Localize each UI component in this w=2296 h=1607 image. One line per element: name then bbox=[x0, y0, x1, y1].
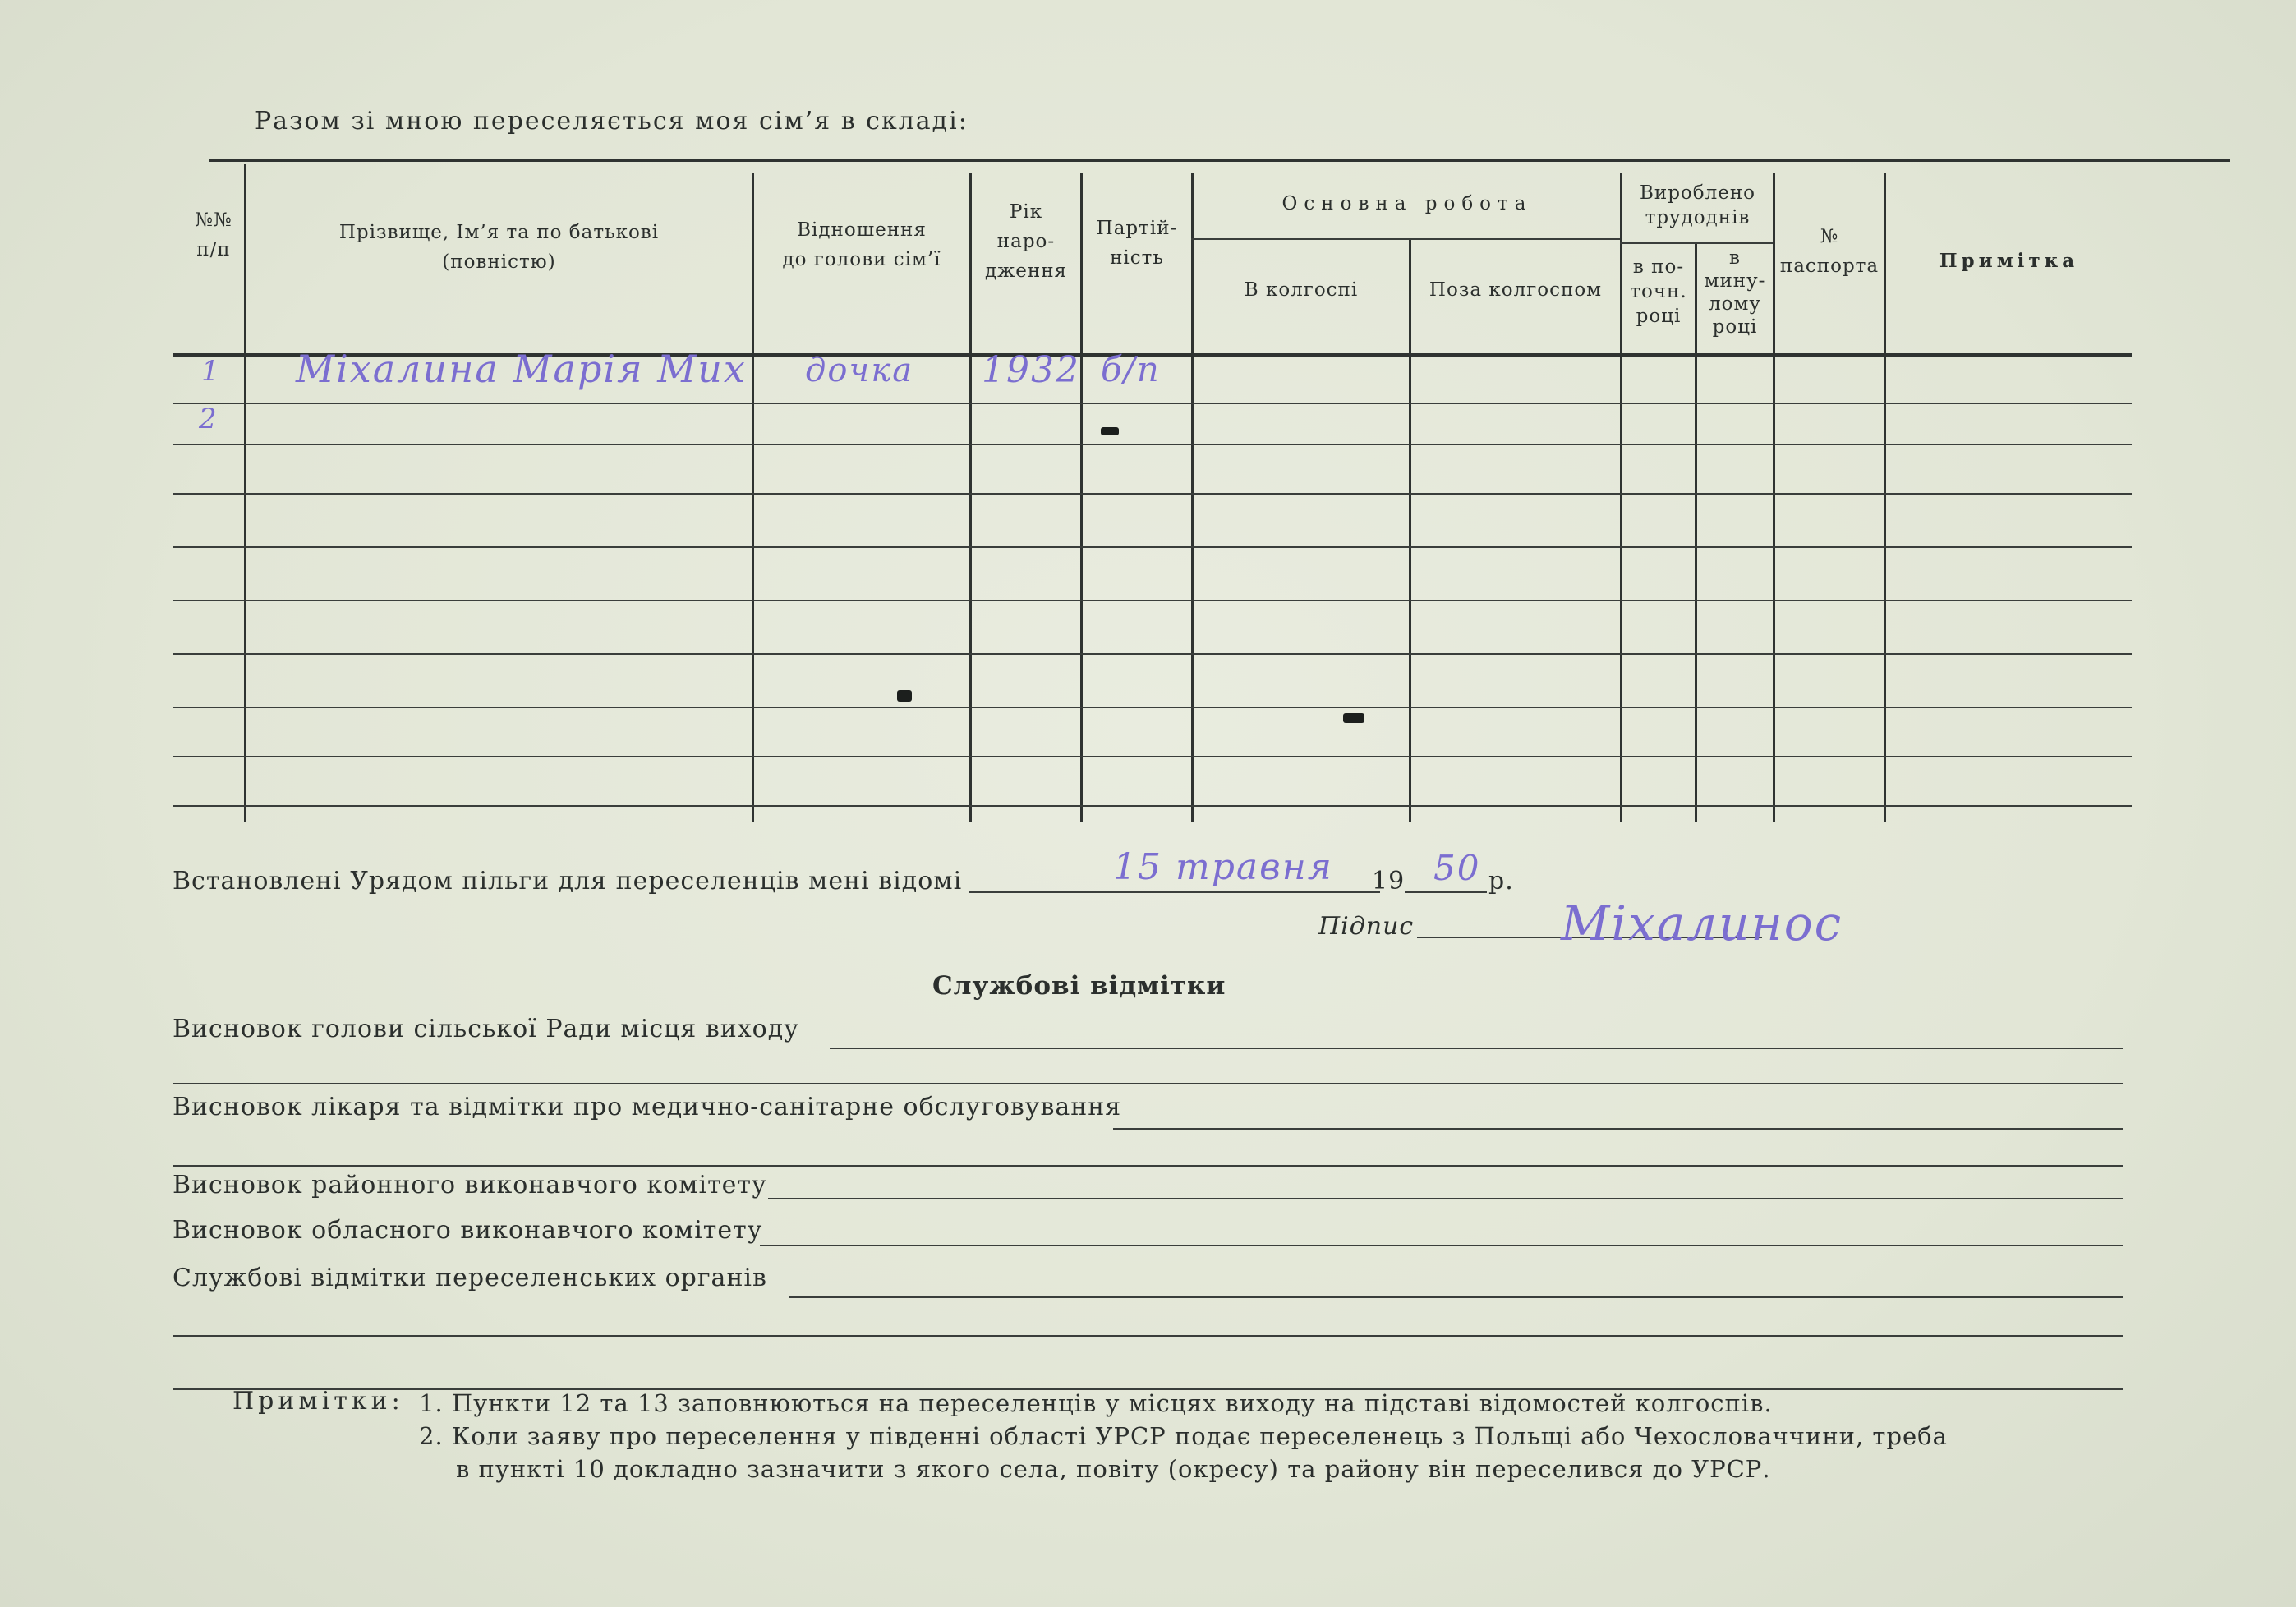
row-2-num: 2 bbox=[199, 403, 217, 435]
service-line-3: Висновок районного виконавчого комітету bbox=[173, 1171, 767, 1199]
row-rule bbox=[173, 403, 2132, 404]
service-title: Службові відмітки bbox=[932, 971, 1226, 1001]
ink-mark bbox=[1343, 713, 1364, 723]
signature-label: Підпис bbox=[1318, 912, 1415, 941]
header-birth-year: Рік наро- дження bbox=[984, 201, 1068, 282]
ink-mark bbox=[1101, 427, 1119, 435]
note-2-cont: в пункті 10 докладно зазначити з якого села, повіту (окресу) та району він переселився до УРСР. bbox=[456, 1455, 1771, 1483]
row-rule bbox=[173, 805, 2132, 807]
year-suffix: р. bbox=[1488, 867, 1514, 896]
header-relation: Відношення до голови сім’ї bbox=[782, 219, 941, 270]
fill-line bbox=[173, 1335, 2123, 1337]
header-party: Партій- ність bbox=[1096, 218, 1178, 269]
row-rule bbox=[173, 493, 2132, 495]
header-last-year: в мину- лому році bbox=[1704, 247, 1766, 338]
fill-line bbox=[173, 1083, 2123, 1084]
header-num: №№ п/п bbox=[195, 210, 232, 260]
note-1: 1. Пункти 12 та 13 заповнюються на переселенців у місцях виходу на підставі відомостей колгоспів. bbox=[419, 1389, 1773, 1417]
col-divider bbox=[1409, 238, 1411, 822]
top-rule bbox=[209, 159, 2230, 162]
row-rule bbox=[173, 756, 2132, 757]
notes-label: Примітки: bbox=[232, 1387, 404, 1416]
row-1-name: Міхалина Марія Мих bbox=[296, 347, 747, 391]
fill-line bbox=[1113, 1128, 2123, 1130]
note-2: 2. Коли заяву про переселення у південні області УРСР подає переселенець з Польщі або Чехословаччини, треба bbox=[419, 1422, 1948, 1450]
header-main-work: Основна робота bbox=[1281, 193, 1533, 214]
fill-line bbox=[830, 1048, 2123, 1049]
intro-text: Разом зі мною переселяється моя сім’я в складі: bbox=[255, 107, 969, 136]
header-name: Прізвище, Ім’я та по батькові (повністю) bbox=[338, 222, 660, 273]
service-line-2: Висновок лікаря та відмітки про медично-санітарне обслуговування bbox=[173, 1093, 1122, 1121]
col-divider bbox=[1191, 173, 1194, 822]
header-in-kolhosp: В колгоспі bbox=[1244, 279, 1359, 301]
benefits-date-line bbox=[969, 891, 1380, 893]
fill-line bbox=[760, 1245, 2123, 1246]
row-rule bbox=[173, 546, 2132, 548]
family-table bbox=[173, 164, 2132, 822]
service-line-4: Висновок обласного виконавчого комітету bbox=[173, 1216, 763, 1245]
header-passport: № паспорта bbox=[1779, 226, 1880, 277]
fill-line bbox=[789, 1296, 2123, 1298]
row-rule bbox=[173, 600, 2132, 601]
header-note: Примітка bbox=[1939, 250, 2079, 272]
year-line bbox=[1405, 891, 1487, 893]
year-handwritten: 50 bbox=[1433, 848, 1481, 888]
year-prefix: 19 bbox=[1372, 867, 1406, 896]
signature: Міхалинос bbox=[1561, 896, 1843, 951]
row-rule bbox=[173, 707, 2132, 708]
fill-line bbox=[768, 1198, 2123, 1199]
header-outside-kolhosp: Поза колгоспом bbox=[1429, 279, 1603, 301]
row-1-num: 1 bbox=[201, 355, 219, 388]
row-rule bbox=[173, 653, 2132, 655]
service-line-5: Службові відмітки переселенських органів bbox=[173, 1264, 767, 1292]
ink-mark bbox=[897, 690, 912, 702]
row-1-birth-year: 1932 bbox=[982, 349, 1080, 391]
row-rule bbox=[173, 444, 2132, 445]
header-workdays: Вироблено трудоднів bbox=[1639, 182, 1756, 228]
header-sub-rule bbox=[1620, 242, 1773, 244]
benefits-text: Встановлені Урядом пільги для переселенців мені відомі bbox=[173, 867, 963, 896]
notes-items bbox=[419, 1387, 2144, 1485]
benefits-date: 15 травня bbox=[1113, 846, 1333, 888]
fill-line bbox=[173, 1165, 2123, 1167]
header-sub-rule bbox=[1191, 238, 1620, 240]
service-line-1: Висновок голови сільської Ради місця виходу bbox=[173, 1015, 799, 1043]
row-1-party: б/п bbox=[1101, 349, 1161, 389]
row-1-relation: дочка bbox=[805, 352, 914, 389]
header-current-year: в по- точн. році bbox=[1630, 256, 1687, 327]
